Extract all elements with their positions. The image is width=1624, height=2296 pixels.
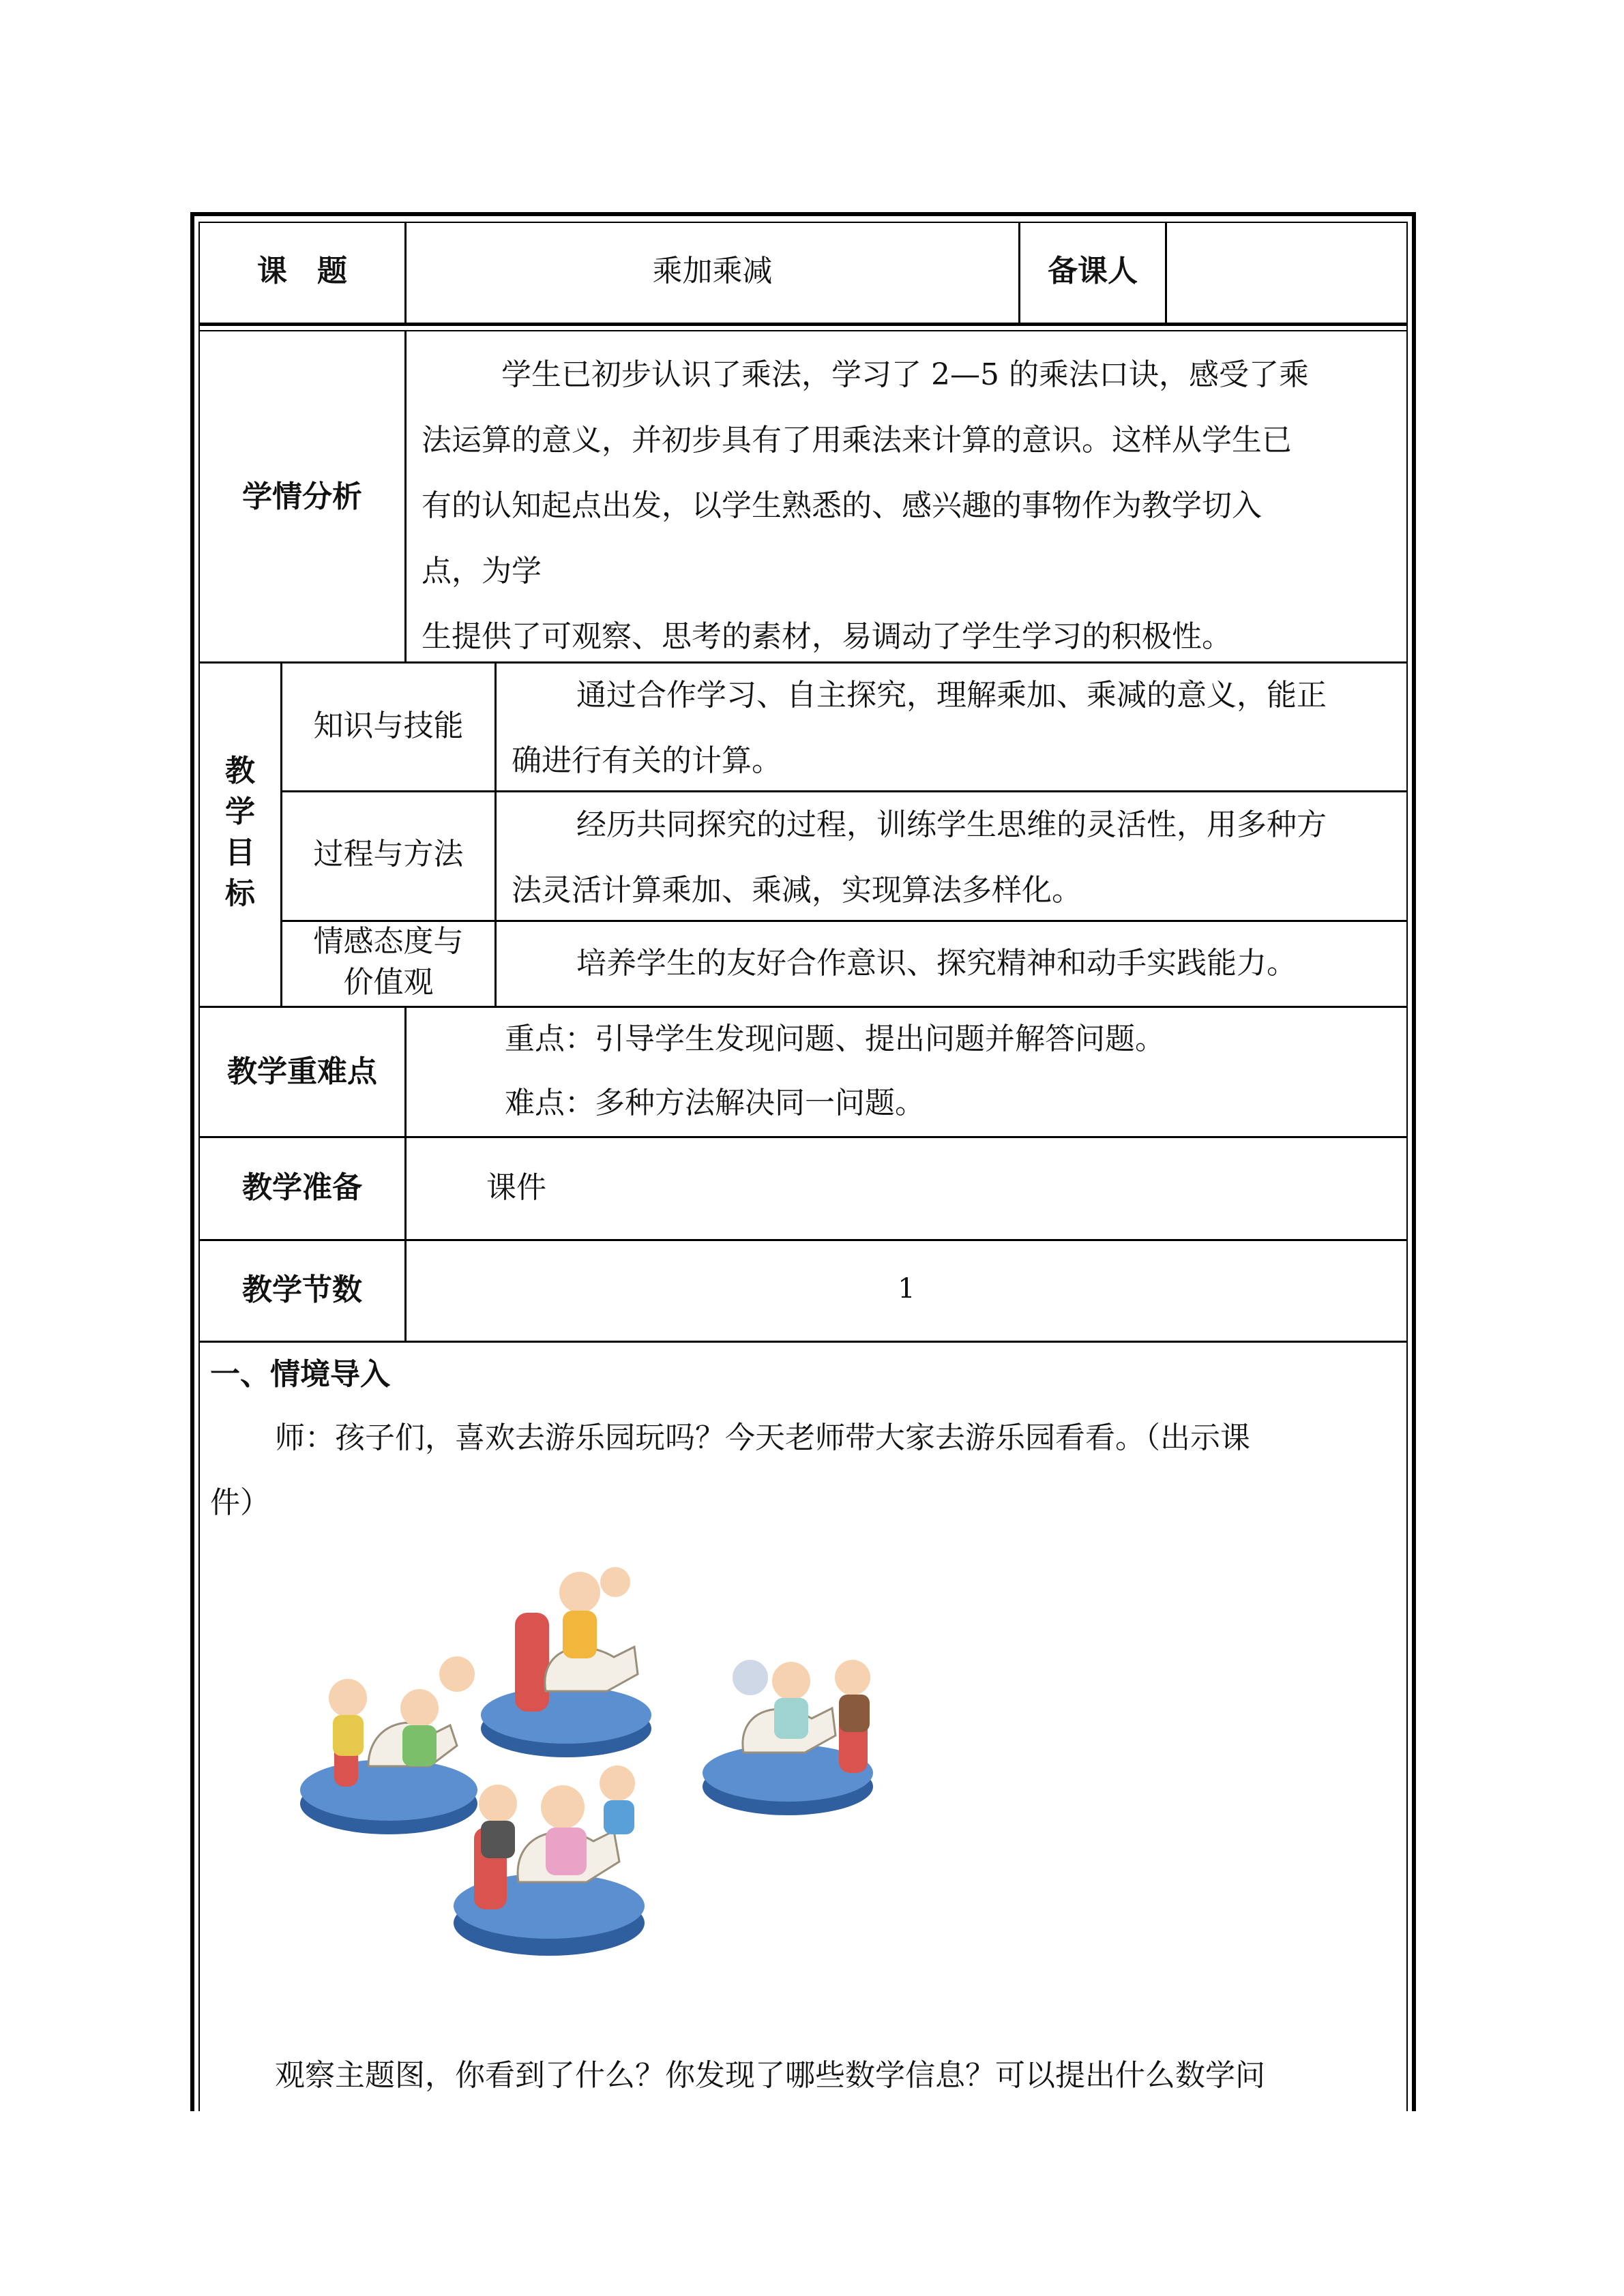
- process-label: 过程与方法: [313, 837, 464, 871]
- teacher-line: 件）: [210, 1485, 270, 1520]
- process-line: 法灵活计算乘加、乘减，实现算法多样化。: [512, 873, 1082, 908]
- goals-label-char: 标: [225, 876, 255, 911]
- section-title: 一、情境导入: [210, 1357, 390, 1392]
- keypoints-label: 教学重难点: [227, 1054, 377, 1089]
- analysis-line: 法运算的意义，并初步具有了用乘法来计算的意识。这样从学生已: [422, 423, 1292, 458]
- preparer-label: 备课人: [1048, 254, 1138, 288]
- preparation-label: 教学准备: [242, 1170, 362, 1205]
- emotion-label-line1: 情感态度与: [313, 924, 464, 959]
- analysis-line: 有的认知起点出发，以学生熟悉的、感兴趣的事物作为教学切入: [422, 488, 1262, 523]
- goals-label-char: 教: [225, 754, 255, 788]
- analysis-line: 生提供了可观察、思考的素材，易调动了学生学习的积极性。: [422, 619, 1232, 654]
- teacher-line: 师：孩子们，喜欢去游乐园玩吗？今天老师带大家去游乐园看看。（出示课: [275, 1420, 1250, 1455]
- emotion-text: 培养学生的友好合作意识、探究精神和动手实践能力。: [576, 946, 1297, 981]
- keypoints-focus: 重点：引导学生发现问题、提出问题并解答问题。: [505, 1022, 1165, 1056]
- topic-value: 乘加乘减: [652, 254, 773, 288]
- knowledge-line: 通过合作学习、自主探究，理解乘加、乘减的意义，能正: [576, 678, 1327, 713]
- emotion-label-line2: 价值观: [343, 965, 434, 1000]
- analysis-line: 学生已初步认识了乘法，学习了 2—5 的乘法口诀，感受了乘: [501, 357, 1309, 392]
- question-line: 观察主题图，你看到了什么？你发现了哪些数学信息？可以提出什么数学问: [275, 2058, 1265, 2093]
- sessions-value: 1: [898, 1273, 915, 1304]
- ride-top: [481, 1567, 651, 1757]
- goals-label-char: 学: [225, 794, 255, 829]
- process-line: 经历共同探究的过程，训练学生思维的灵活性，用多种方: [576, 807, 1327, 842]
- knowledge-label: 知识与技能: [313, 709, 464, 743]
- topic-label: 课 题: [257, 254, 347, 288]
- ride-left: [300, 1656, 477, 1834]
- analysis-label: 学情分析: [242, 479, 362, 514]
- goals-label-char: 目: [225, 835, 255, 870]
- keypoints-difficulty: 难点：多种方法解决同一问题。: [505, 1086, 925, 1120]
- knowledge-line: 确进行有关的计算。: [512, 743, 782, 778]
- merry-go-round-illustration: [293, 1562, 955, 2025]
- sessions-label: 教学节数: [242, 1272, 362, 1307]
- preparation-value: 课件: [486, 1170, 546, 1205]
- ride-right: [703, 1660, 873, 1815]
- ride-bottom: [454, 1765, 645, 1956]
- analysis-line: 点，为学: [422, 554, 542, 588]
